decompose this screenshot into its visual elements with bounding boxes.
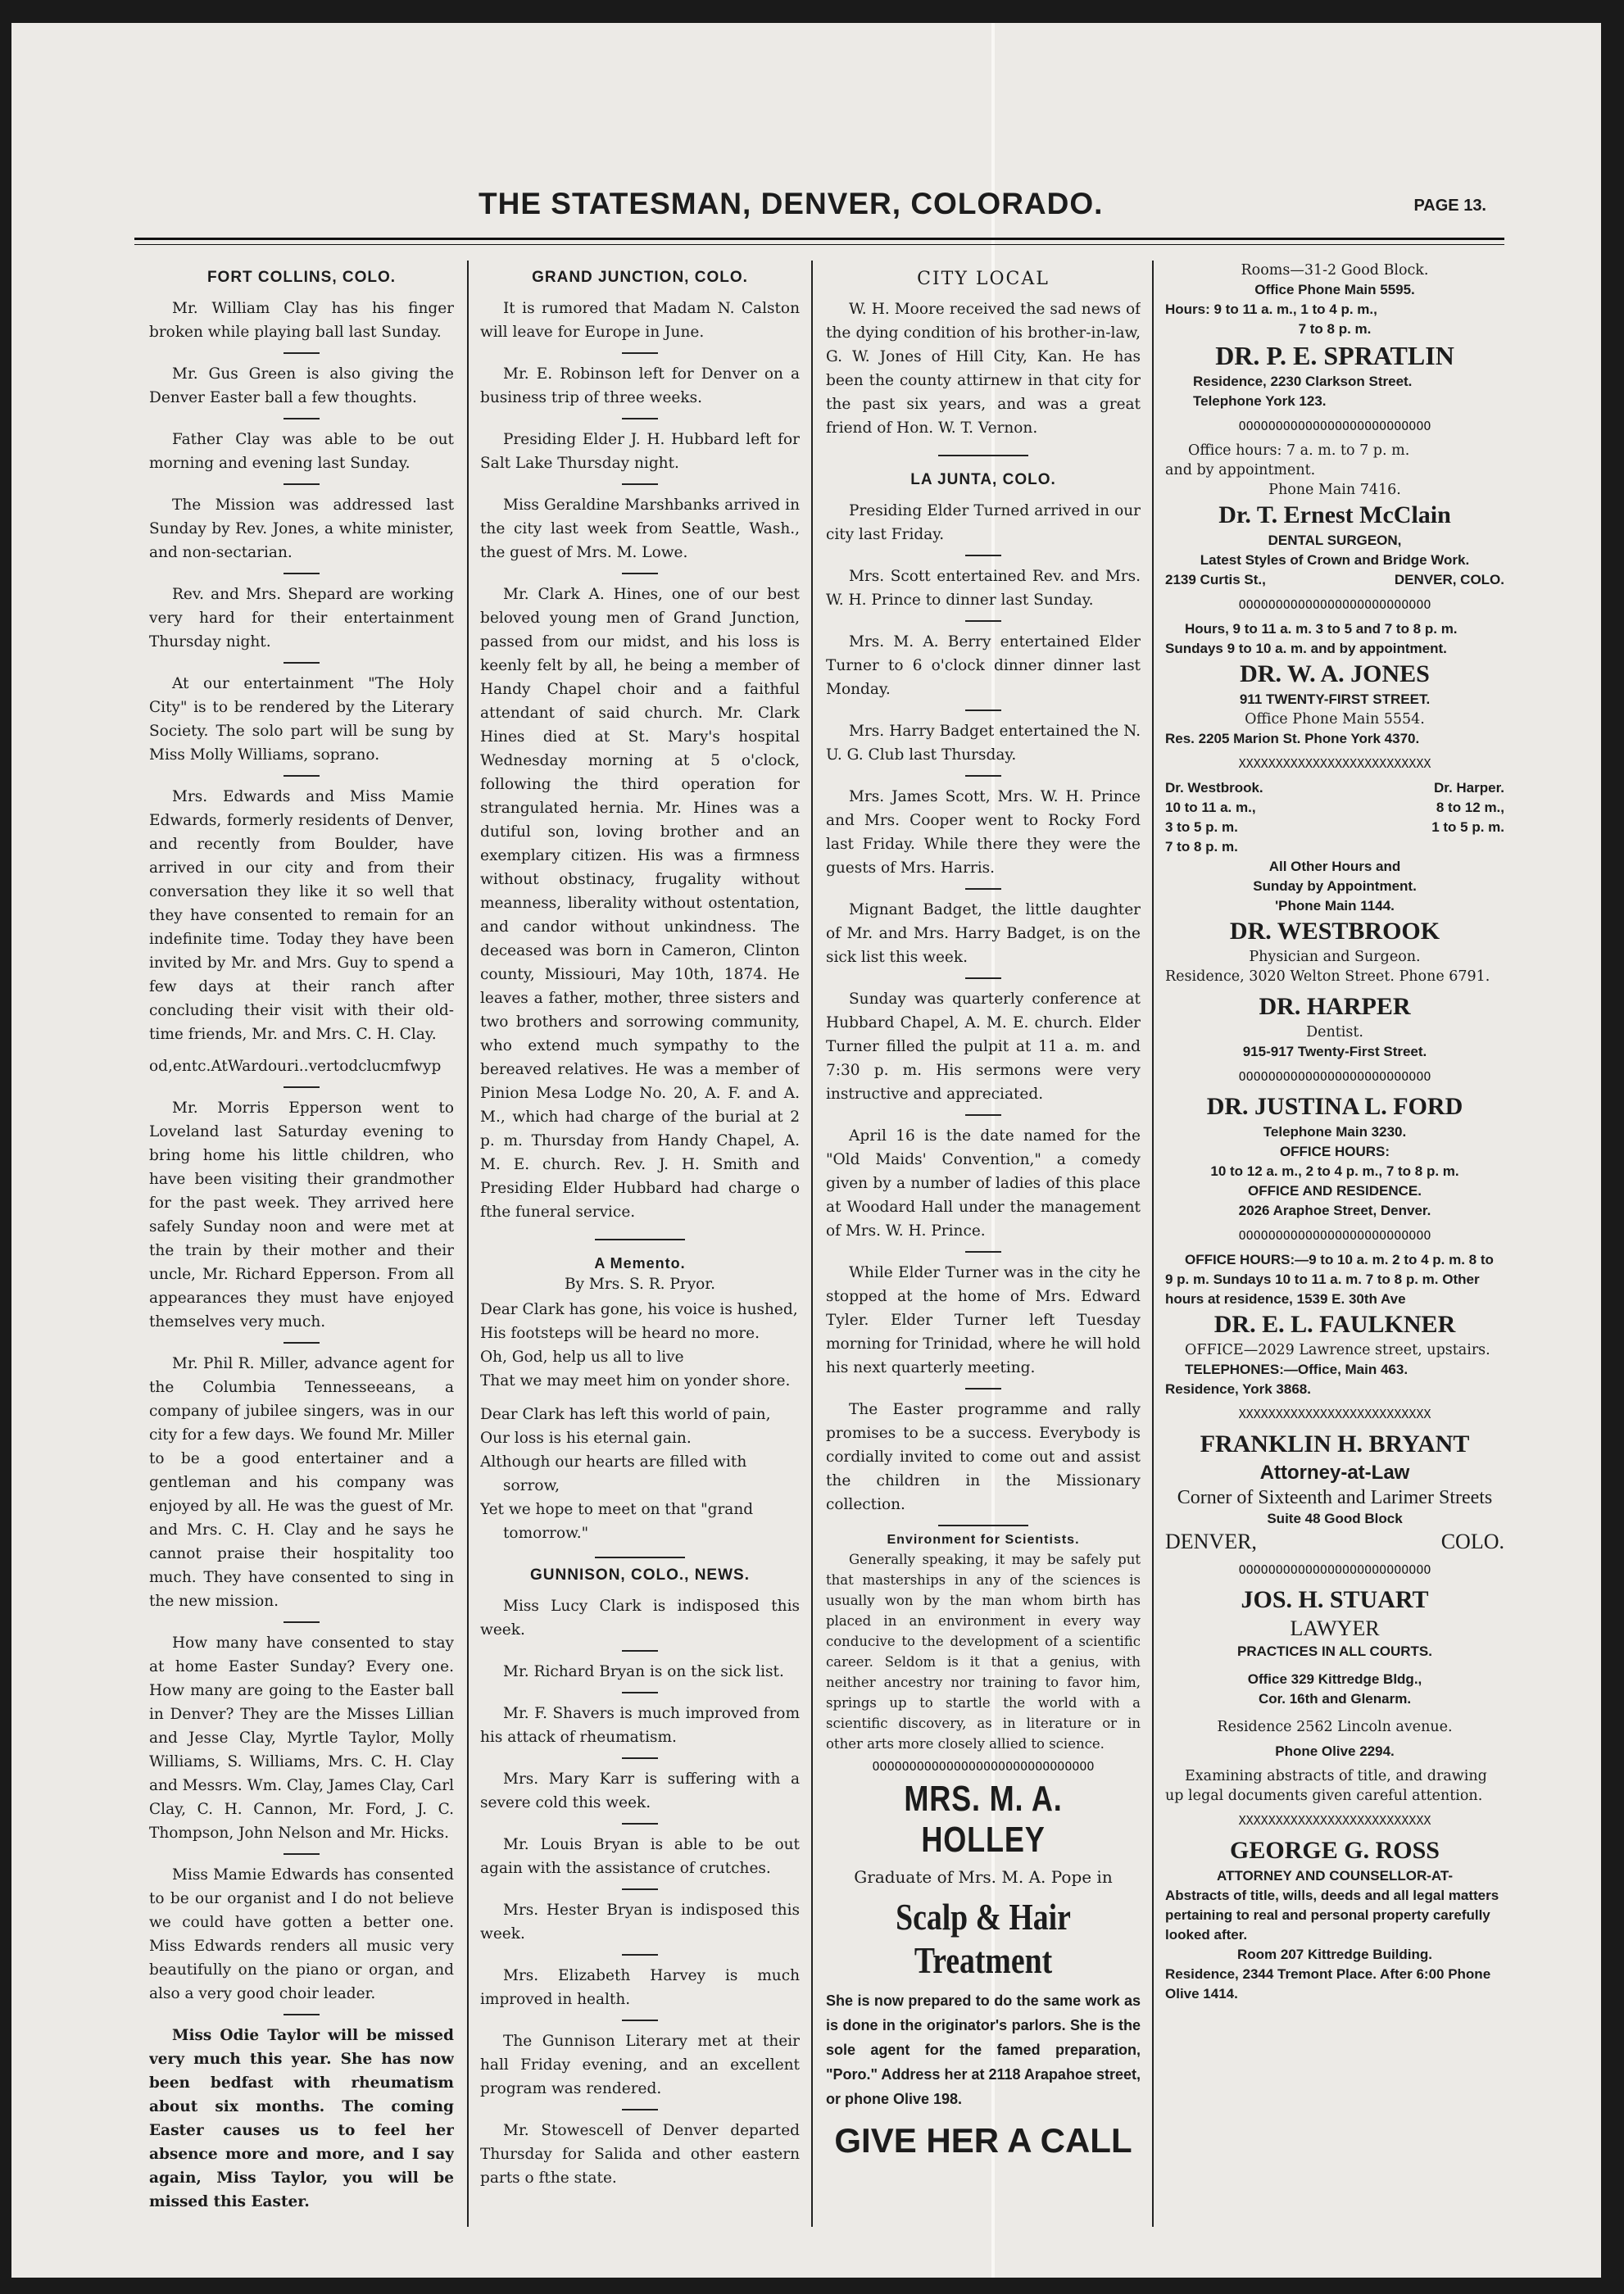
dir-line: Hours, 9 to 11 a. m. 3 to 5 and 7 to 8 p. m. Sundays 9 to 10 a. m. and by appointment. — [1165, 621, 1458, 656]
news-item: Mr. Gus Green is also giving the Denver Easter ball a few thoughts. — [149, 365, 454, 406]
dir-line: Hours: 9 to 11 a. m., 1 to 4 p. m., — [1165, 301, 1377, 317]
news-item: Mrs. Elizabeth Harvey is much improved in health. — [480, 1967, 800, 2008]
memento-title: A Memento. — [594, 1255, 686, 1272]
dir-line: 'Phone Main 1144. — [1275, 898, 1395, 914]
ornament-border: OOOOOOOOOOOOOOOOOOOOOOOOOO — [1238, 1228, 1431, 1243]
column-grand-junction — [480, 261, 800, 2198]
dir-row: Dr. Westbrook. Dr. Harper. — [1165, 780, 1504, 796]
dir-row: 10 to 11 a. m., 8 to 12 m., — [1165, 800, 1504, 815]
dir-line: Latest Styles of Crown and Bridge Work. — [1200, 552, 1470, 568]
ornament-border: XXXXXXXXXXXXXXXXXXXXXXXXXX — [1238, 756, 1431, 771]
poem-line: Yet we hope to meet on that "grand tomorrow." — [480, 1501, 754, 1542]
news-item: Miss Mamie Edwards has consented to be our organist and I do not believe we could have gotten a better one. Miss Edwards renders all music very beautifully on the piano or organ, and also a very good choir leader. — [149, 1866, 454, 2002]
dir-line: Residence, York 3868. — [1165, 1381, 1311, 1397]
article-text: Generally speaking, it may be safely put that masterships in any of the sciences is usually won by the man whom birth has placed in an environment in every way conducive to the development of a scientific career. Seldom is it that a genius, with neither ancestry nor training to favor him, springs up to startle the world with a scientific discovery, as in literature or in other arts more closely allied to science. — [826, 1552, 1141, 1752]
dir-line: Phone Olive 2294. — [1275, 1743, 1395, 1759]
dir-name-faulkner: DR. E. L. FAULKNER — [1213, 1311, 1456, 1338]
dir-line: Office Phone Main 5595. — [1254, 282, 1415, 297]
dir-line: Abstracts of title, wills, deeds and all legal matters pertaining to real and personal property carefully looked after. — [1165, 1888, 1499, 1943]
dir-line: Room 207 Kittredge Building. — [1236, 1947, 1433, 1962]
dir-line: TELEPHONES:—Office, Main 463. — [1185, 1362, 1409, 1377]
dir-line: OFFICE HOURS: — [1279, 1144, 1390, 1159]
dir-name-jones: DR. W. A. JONES — [1240, 660, 1430, 687]
news-item: Mrs. Scott entertained Rev. and Mrs. W. H. Prince to dinner last Sunday. — [826, 568, 1141, 609]
section-heading: LA JUNTA, COLO. — [910, 471, 1056, 488]
news-item: W. H. Moore received the sad news of the dying condition of his brother-in-law, G. W. Jones of Hill City, Kan. He has been the county attirnew in that city for the past six years, and was a great friend of Hon. W. T. Vernon. — [826, 301, 1141, 437]
news-item: Miss Geraldine Marshbanks arrived in the city last week from Seattle, Wash., the guest of Mrs. M. Lowe. — [480, 496, 800, 561]
dir-line: ATTORNEY AND COUNSELLOR-AT- — [1216, 1868, 1454, 1884]
newspaper-page — [11, 23, 1601, 2278]
dir-line: Corner of Sixteenth and Larimer Streets — [1177, 1487, 1493, 1508]
poem-line: That we may meet him on yonder shore. — [480, 1372, 791, 1390]
dir-line: Residence, 3020 Welton Street. Phone 6791. — [1165, 968, 1490, 985]
news-item: Mrs. M. A. Berry entertained Elder Turner to 6 o'clock dinner dinner last Monday. — [826, 633, 1141, 698]
masthead-rule — [134, 238, 1504, 240]
news-item: Mrs. Mary Karr is suffering with a severe cold this week. — [480, 1770, 800, 1811]
dir-line: Office Phone Main 5554. — [1245, 711, 1425, 728]
column-city-local — [826, 261, 1141, 2160]
dir-line: Office hours: 7 a. m. to 7 p. m. — [1188, 442, 1410, 459]
dir-line: OFFICE HOURS:—9 to 10 a. m. 2 to 4 p. m. 8 to 9 p. m. Sundays 10 to 11 a. m. 7 to 8 p. m. Other hours at residence, 1539 E. 30th Ave — [1165, 1252, 1494, 1307]
dir-line: PRACTICES IN ALL COURTS. — [1236, 1643, 1432, 1659]
section-heading: FORT COLLINS, COLO. — [206, 269, 397, 286]
masthead — [134, 187, 1486, 244]
news-item: Mr. Stowescell of Denver departed Thursday for Salida and other eastern parts o fthe state. — [480, 2122, 800, 2187]
dir-line: 7 to 8 p. m. — [1298, 321, 1372, 337]
dir-line: 915-917 Twenty-First Street. — [1242, 1044, 1427, 1059]
ad-call-to-action: GIVE HER A CALL — [834, 2121, 1132, 2160]
news-item: Rev. and Mrs. Shepard are working very hard for their entertainment Thursday night. — [149, 586, 454, 651]
dir-line: Cor. 16th and Glenarm. — [1258, 1691, 1412, 1707]
dir-name-ford: DR. JUSTINA L. FORD — [1206, 1093, 1463, 1120]
dir-line: Residence 2562 Lincoln avenue. — [1217, 1719, 1453, 1735]
dir-name-westbrook: DR. WESTBROOK — [1229, 918, 1440, 945]
dir-name-mcclain: Dr. T. Ernest McClain — [1218, 501, 1451, 528]
ornament-border: OOOOOOOOOOOOOOOOOOOOOOOOOO — [1238, 1069, 1431, 1084]
dir-name-bryant: FRANKLIN H. BRYANT — [1200, 1430, 1470, 1458]
dir-line: DENTAL SURGEON, — [1268, 533, 1402, 548]
news-item: Mr. William Clay has his finger broken while playing ball last Sunday. — [149, 300, 454, 341]
news-item: Presiding Elder Turned arrived in our city last Friday. — [826, 502, 1141, 543]
dir-line: Phone Main 7416. — [1268, 482, 1401, 498]
ornament-border: OOOOOOOOOOOOOOOOOOOOOOOOOO — [1238, 419, 1431, 433]
news-item: Father Clay was able to be out morning and evening last Sunday. — [149, 431, 454, 472]
column-rule — [467, 261, 469, 2227]
news-item: Mrs. Edwards and Miss Mamie Edwards, formerly residents of Denver, and recently from Boulder, have arrived in our city and from their conversation they like it so well that they have consented to remain for an indefinite time. Today they have been invited by Mr. and Mrs. Guy to spend a few days at their ranch after concluding their visit with their old-time friends, Mr. and Mrs. C. H. Clay. — [149, 788, 454, 1043]
news-item: Mignant Badget, the little daughter of Mr. and Mrs. Harry Badget, is on the sick list this week. — [826, 901, 1141, 966]
poem-line: Our loss is his eternal gain. — [480, 1430, 692, 1447]
dir-line: Dentist. — [1306, 1024, 1363, 1040]
ornament-border: OOOOOOOOOOOOOOOOOOOOOOOOOO — [1238, 597, 1431, 612]
dir-line: LAWYER — [1290, 1616, 1380, 1640]
news-item: How many have consented to stay at home Easter Sunday? Every one. How many are going to the Easter ball in Denver? They are the Misses Lillian and Jesse Clay, Myrtle Taylor, Molly Williams, S. Williams, Mrs. C. H. Clay and Messrs. Wm. Clay, James Clay, Carl Clay, C. H. Cannon, Mr. Ford, J. C. Thompson, John Nelson and Mr. Hicks. — [149, 1634, 454, 1842]
article-heading: Environment for Scientists. — [887, 1533, 1080, 1547]
dir-line: Residence, 2230 Clarkson Street. — [1193, 374, 1413, 389]
dir-line: 2026 Araphoe Street, Denver. — [1238, 1203, 1431, 1218]
dir-line: Rooms—31-2 Good Block. — [1241, 262, 1429, 279]
news-item: Miss Odie Taylor will be missed very much this year. She has now been bedfast with rheumatism about six months. The coming Easter causes us to feel her absence more and more, and I say again, Miss Taylor, you will be missed this Easter. — [149, 2027, 454, 2210]
holley-advertisement — [826, 1779, 1141, 2160]
masthead-rule-thin — [134, 244, 1504, 245]
news-item: Presiding Elder J. H. Hubbard left for Salt Lake Thursday night. — [480, 431, 800, 472]
dir-name-harper: DR. HARPER — [1259, 993, 1411, 1020]
news-item: Mr. E. Robinson left for Denver on a business trip of three weeks. — [480, 365, 800, 406]
dir-line: Telephone Main 3230. — [1263, 1124, 1407, 1140]
poem-line: Oh, God, help us all to live — [480, 1349, 684, 1366]
dir-line: Sunday by Appointment. — [1253, 878, 1417, 894]
dir-line: OFFICE AND RESIDENCE. — [1248, 1183, 1422, 1199]
obituary: Mr. Clark A. Hines, one of our best beloved young men of Grand Junction, passed from our midst, and his loss is keenly felt by all, he being a member of Handy Chapel choir and a faithful attendant of said church. Mr. Clark Hines died at St. Mary's hospital Wednesday morning at 5 o'clock, following the third operation for strangulated hernia. Mr. Hines was a dutiful son, loving brother and an exemplary citizen. His was a firmness without obstinacy, frugality without meanness, liberality without ostentation, and candor without unkindness. The deceased was born in Cameron, Clinton county, Missiouri, May 10th, 1874. He leaves a father, mother, three sisters and two brothers and sorrowing community, who extend much sympathy to the bereaved relatives. He was a member of Pinion Mesa Lodge No. 20, A. F. and A. M., which had charge of the burial at 2 p. m. Thursday from Handy Chapel, A. M. E. church. Rev. J. H. Smith and Presiding Elder Hubbard had charge o fthe funeral service. — [480, 586, 800, 1221]
dir-line: Telephone York 123. — [1193, 393, 1327, 409]
dir-row: 3 to 5 p. m. 1 to 5 p. m. — [1165, 819, 1504, 835]
column-professional-directory — [1165, 261, 1504, 2004]
dir-line: Examining abstracts of title, and drawing up legal documents given careful attention. — [1165, 1768, 1487, 1804]
poem-line: Although our hearts are filled with sorrow, — [480, 1453, 747, 1494]
poem-line: Dear Clark has left this world of pain, — [480, 1406, 771, 1423]
news-item: Mrs. Harry Badget entertained the N. U. G. Club last Thursday. — [826, 723, 1141, 764]
dir-line: Attorney-at-Law — [1259, 1462, 1410, 1484]
news-item: Mr. Richard Bryan is on the sick list. — [503, 1663, 784, 1680]
section-heading: GUNNISON, COLO., NEWS. — [530, 1566, 750, 1584]
dir-name-stuart: JOS. H. STUART — [1241, 1586, 1429, 1613]
section-heading: GRAND JUNCTION, COLO. — [532, 269, 748, 286]
dir-row: DENVER, COLO. — [1165, 1530, 1504, 1553]
dir-line: 911 TWENTY-FIRST STREET. — [1239, 691, 1431, 707]
garbled-line: od,entc.AtWardouri..vertodclucmfwyp — [149, 1058, 442, 1075]
dir-row: 2139 Curtis St., DENVER, COLO. — [1165, 572, 1504, 587]
news-item: The Easter programme and rally promises to be a success. Everybody is cordially invited to come out and assist the children in the Missionary collection. — [826, 1401, 1141, 1513]
news-item: At our entertainment "The Holy City" is to be rendered by the Literary Society. The solo part will be sung by Miss Molly Williams, soprano. — [149, 675, 454, 764]
news-item: It is rumored that Madam N. Calston will leave for Europe in June. — [480, 300, 800, 341]
news-item: Miss Lucy Clark is indisposed this week. — [480, 1598, 800, 1639]
poem-line: Dear Clark has gone, his voice is hushed, — [480, 1301, 798, 1318]
poem-line: His footsteps will be heard no more. — [480, 1325, 760, 1342]
dir-line: All Other Hours and — [1268, 859, 1401, 874]
ad-name: MRS. M. A. HOLLEY — [904, 1779, 1063, 1860]
ornament-border: XXXXXXXXXXXXXXXXXXXXXXXXXX — [1238, 1813, 1431, 1828]
ad-body: She is now prepared to do the same work as is done in the originator's parlors. She is the sole agent for the famed preparation, "Poro." Address her at 2118 Arapahoe street, or phone Olive 198. — [826, 1993, 1141, 2107]
column-rule — [1152, 261, 1154, 2227]
news-item: Mr. Morris Epperson went to Loveland last Saturday evening to bring home his little children, who have been visiting their grandmother for the past week. They arrived here safely Sunday noon and were met at the train by their mother and their uncle, Mr. Richard Epperson. From all appearances they must have enjoyed themselves very much. — [149, 1099, 454, 1331]
ad-subtitle: Graduate of Mrs. M. A. Pope in — [854, 1867, 1113, 1887]
newspaper-title: THE STATESMAN, DENVER, COLORADO. — [479, 187, 1104, 220]
page-number: PAGE 13. — [1413, 197, 1486, 215]
dir-line: 7 to 8 p. m. — [1165, 839, 1238, 855]
dir-line: Res. 2205 Marion St. Phone York 4370. — [1165, 731, 1420, 746]
dir-line: 10 to 12 a. m., 2 to 4 p. m., 7 to 8 p. m. — [1210, 1163, 1459, 1179]
news-item: The Mission was addressed last Sunday by Rev. Jones, a white minister, and non-sectarian. — [149, 496, 454, 561]
dir-line: Office 329 Kittredge Bldg., — [1247, 1671, 1422, 1687]
dir-line: and by appointment. — [1165, 462, 1316, 478]
news-item: April 16 is the date named for the "Old Maids' Convention," a comedy given by a number of ladies of this place at Woodard Hall under the management of Mrs. W. H. Prince. — [826, 1127, 1141, 1240]
column-rule — [811, 261, 813, 2227]
news-item: Mr. F. Shavers is much improved from his attack of rheumatism. — [480, 1705, 800, 1746]
column-fort-collins — [149, 261, 454, 2222]
news-item: Mr. Phil R. Miller, advance agent for the Columbia Tennesseeans, a company of jubilee singers, was in our city for a few days. We found Mr. Miller to be a good entertainer and a gentleman and his company was enjoyed by all. He was the guest of Mr. and Mrs. C. H. Clay and he says he cannot praise their hospitality too much. They have consented to sing in the new mission. — [149, 1355, 454, 1610]
ad-service: Scalp & Hair Treatment — [896, 1896, 1071, 1981]
dir-name-ross: GEORGE G. ROSS — [1230, 1837, 1440, 1864]
news-item: While Elder Turner was in the city he stopped at the home of Mrs. Edward Tyler. Elder Turner left Tuesday morning for Trinidad, where he will hold his next quarterly meeting. — [826, 1264, 1141, 1376]
dir-line: Physician and Surgeon. — [1249, 949, 1421, 965]
news-item: Mrs. Hester Bryan is indisposed this week. — [480, 1902, 800, 1943]
ornament-border: OOOOOOOOOOOOOOOOOOOOOOOOOO — [1238, 1562, 1431, 1577]
ornament-border: OOOOOOOOOOOOOOOOOOOOOOOOOOOOOO — [872, 1759, 1095, 1774]
dir-name-spratlin: DR. P. E. SPRATLIN — [1215, 341, 1454, 370]
news-item: Sunday was quarterly conference at Hubbard Chapel, A. M. E. church. Elder Turner filled the pulpit at 11 a. m. and 7:30 p. m. His sermons were very instructive and appreciated. — [826, 991, 1141, 1103]
news-item: Mrs. James Scott, Mrs. W. H. Prince and Mrs. Cooper went to Rocky Ford last Friday. While there they were the guests of Mrs. Harris. — [826, 788, 1141, 877]
dir-line: OFFICE—2029 Lawrence street, upstairs. — [1185, 1342, 1490, 1358]
dir-line: Residence, 2344 Tremont Place. After 6:00 Phone Olive 1414. — [1165, 1966, 1491, 2002]
memento-byline: By Mrs. S. R. Pryor. — [564, 1276, 715, 1293]
news-item: The Gunnison Literary met at their hall Friday evening, and an excellent program was rendered. — [480, 2033, 800, 2097]
ornament-border: XXXXXXXXXXXXXXXXXXXXXXXXXX — [1238, 1407, 1431, 1421]
news-item: Mr. Louis Bryan is able to be out again with the assistance of crutches. — [480, 1836, 800, 1877]
section-heading: CITY LOCAL — [917, 269, 1050, 289]
dir-line: Suite 48 Good Block — [1267, 1511, 1403, 1526]
